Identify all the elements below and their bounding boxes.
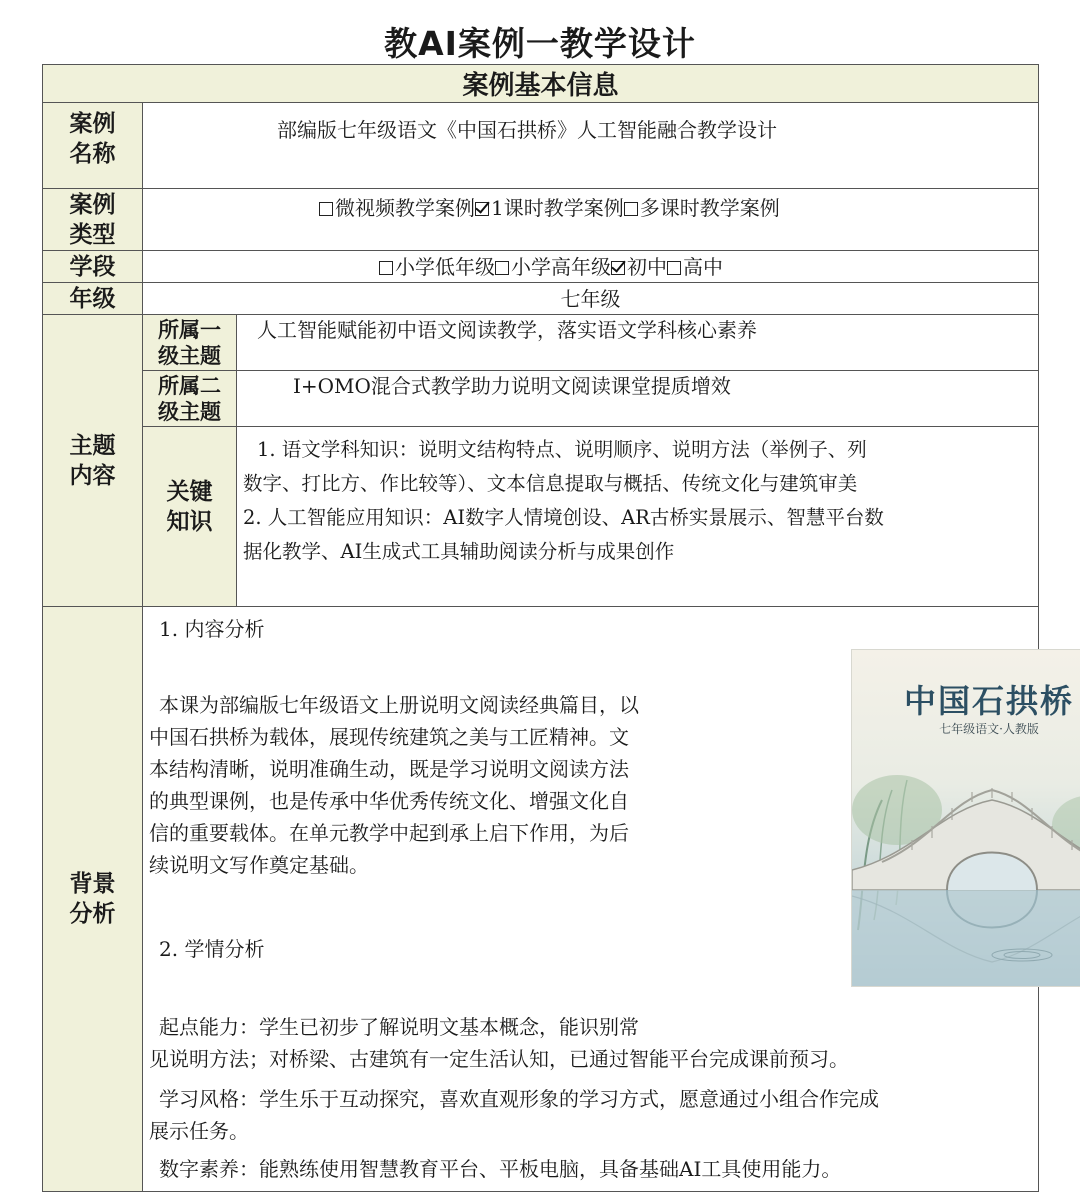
checkbox-lower-primary[interactable] bbox=[379, 261, 393, 275]
theme-level1-value: 人工智能赋能初中语文阅读教学，落实语文学科核心素养 bbox=[237, 315, 1039, 371]
content-analysis-heading: 1. 内容分析 bbox=[159, 617, 265, 641]
case-type-label: 案例 类型 bbox=[43, 189, 143, 251]
book-cover-title: 中国石拱桥 bbox=[903, 682, 1074, 720]
case-name-label: 案例 名称 bbox=[43, 103, 143, 189]
checkbox-junior-high[interactable] bbox=[611, 261, 625, 275]
checkbox-multi-lesson[interactable] bbox=[624, 202, 638, 216]
background-content bbox=[143, 607, 1074, 1192]
theme-level1-label: 所属一 级主题 bbox=[143, 315, 237, 371]
case-info-table bbox=[42, 64, 1074, 1192]
book-cover-image bbox=[851, 649, 1080, 987]
checkbox-upper-primary[interactable] bbox=[495, 261, 509, 275]
digital-literacy-paragraph: 数字素养：能熟练使用智慧教育平台、平板电脑，具备基础AI工具使用能力。 bbox=[159, 1157, 842, 1181]
learning-style-paragraph: 学习风格：学生乐于互动探究，喜欢直观形象的学习方式，愿意通过小组合作完成 展示任务。 bbox=[149, 1087, 879, 1143]
page-title: 教AI案例一教学设计 bbox=[384, 24, 696, 63]
section-header: 案例基本信息 bbox=[43, 65, 1039, 103]
theme-level2-value: I+OMO混合式教学助力说明文阅读课堂提质增效 bbox=[237, 371, 1039, 427]
theme-level2-label: 所属二 级主题 bbox=[143, 371, 237, 427]
starting-ability-paragraph: 起点能力：学生已初步了解说明文基本概念，能识别常 见说明方法；对桥梁、古建筑有一定生活认知，已通过智能平台完成课前预习。 bbox=[149, 1015, 849, 1071]
key-knowledge-value: 1. 语文学科知识：说明文结构特点、说明顺序、说明方法（举例子、列 数字、打比方、作比较等）、文本信息提取与概括、传统文化与建筑审美 2. 人工智能应用知识：AI数字人情境创设、AR古桥实景展示、智慧平台数 据化教学、AI生成式工具辅助阅读分析与成果创作 bbox=[237, 427, 1039, 607]
book-cover-subtitle: 七年级语文·人教版 bbox=[939, 722, 1039, 736]
content-analysis-paragraph: 本课为部编版七年级语文上册说明文阅读经典篇目，以 中国石拱桥为载体，展现传统建筑之美与工匠精神。文 本结构清晰，说明准确生动，既是学习说明文阅读方法 的典型课例，也是传承中华优秀传统文化、增强文化自 信的重要载体。在单元教学中起到承上启下作用，为后 续说明文写作奠定基础。 bbox=[149, 693, 639, 877]
stage-options: 小学低年级 小学高年级 初中 高中 bbox=[143, 251, 1039, 283]
background-label: 背景 分析 bbox=[43, 607, 143, 1192]
grade-label: 年级 bbox=[43, 283, 143, 315]
theme-label: 主题 内容 bbox=[43, 315, 143, 607]
stage-label: 学段 bbox=[43, 251, 143, 283]
student-analysis-heading: 2. 学情分析 bbox=[159, 937, 265, 961]
checkbox-micro-video[interactable] bbox=[319, 202, 333, 216]
checkbox-senior-high[interactable] bbox=[667, 261, 681, 275]
checkbox-one-lesson[interactable] bbox=[475, 202, 489, 216]
case-name-value: 部编版七年级语文《中国石拱桥》人工智能融合教学设计 bbox=[143, 103, 1039, 189]
key-knowledge-label: 关键 知识 bbox=[143, 427, 237, 607]
grade-value: 七年级 bbox=[143, 283, 1039, 315]
case-type-options: 微视频教学案例 1课时教学案例 多课时教学案例 bbox=[143, 189, 1039, 251]
